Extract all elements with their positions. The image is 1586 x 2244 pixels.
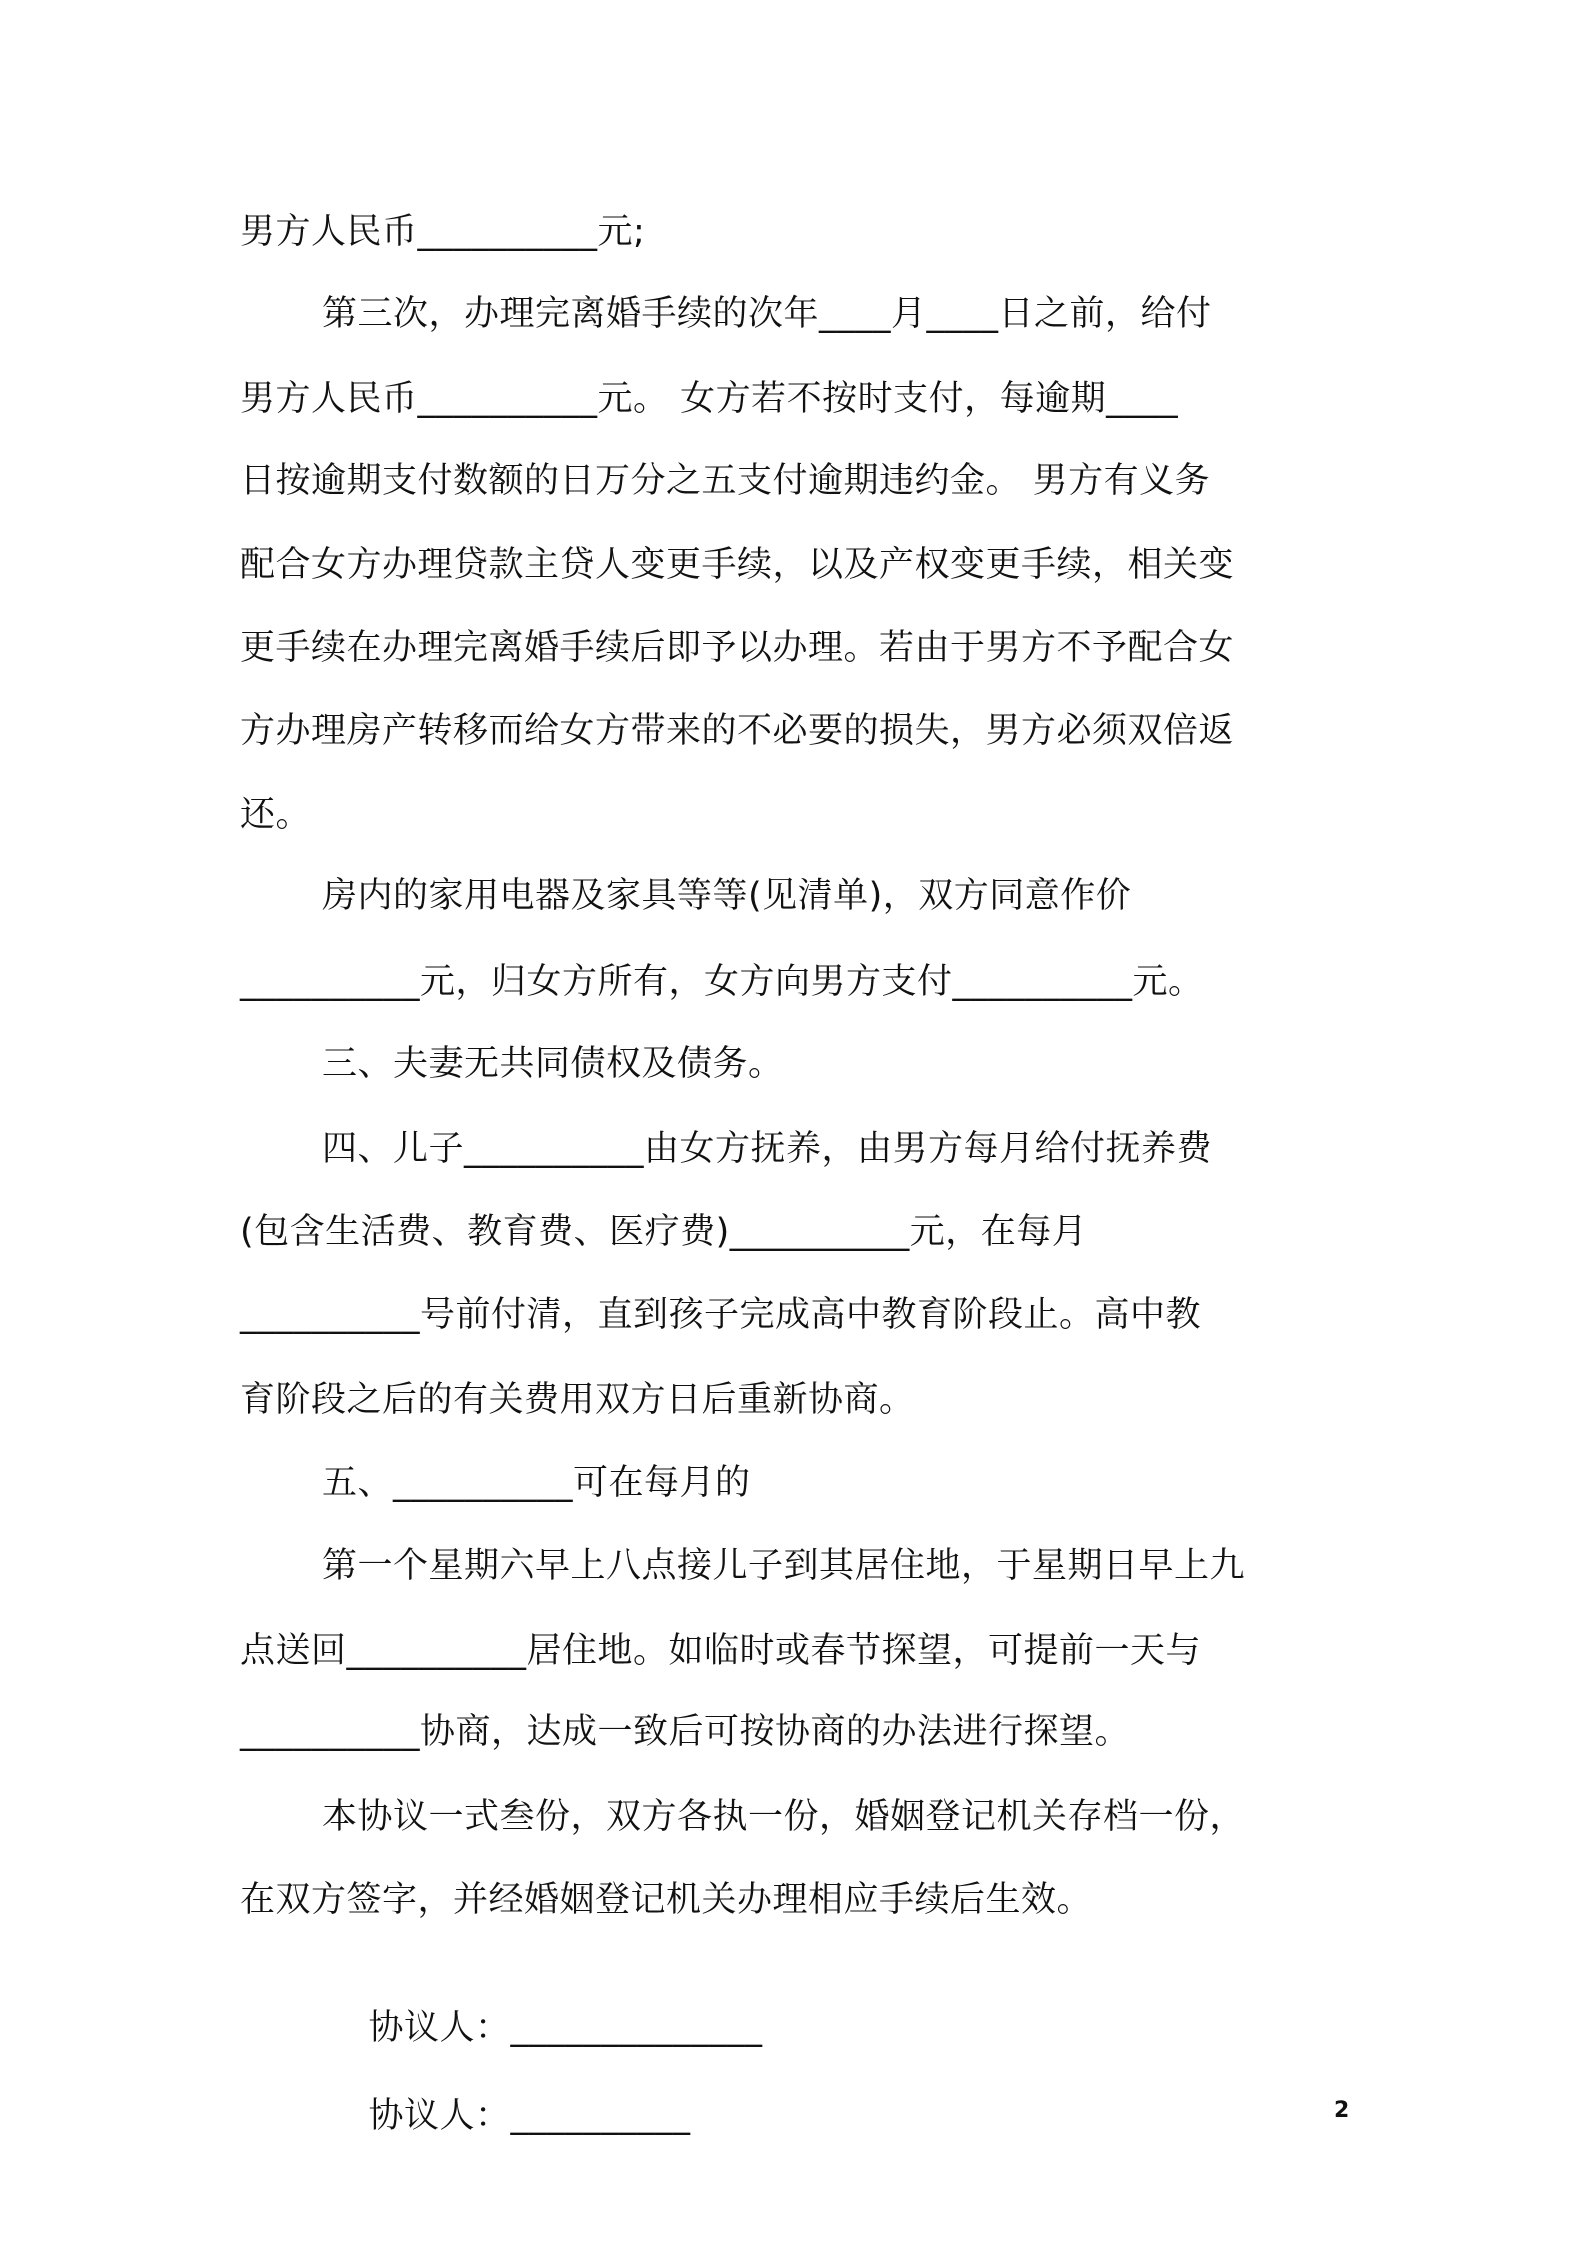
- text-line: 更手续在办理完离婚手续后即予以办理。若由于男方不予配合女: [240, 628, 1235, 668]
- text-line: 方办理房产转移而给女方带来的不必要的损失，男方必须双倍返: [240, 711, 1235, 751]
- text-line: 第三次，办理完离婚手续的次年____月____日之前，给付: [322, 294, 1212, 334]
- text-line: 育阶段之后的有关费用双方日后重新协商。: [240, 1380, 915, 1420]
- signature-right: 协议人：__________: [368, 2096, 691, 2136]
- text-line: 五、__________可在每月的: [322, 1463, 751, 1503]
- text-line: 还。: [240, 795, 312, 835]
- text-line: 在双方签字，并经婚姻登记机关办理相应手续后生效。: [240, 1880, 1093, 1920]
- text-line: __________号前付清，直到孩子完成高中教育阶段止。高中教: [240, 1295, 1202, 1335]
- text-line: 配合女方办理贷款主贷人变更手续，以及产权变更手续，相关变: [240, 545, 1235, 585]
- signature-line: [322, 1962, 763, 2182]
- page-number: 2: [1334, 2098, 1350, 2123]
- text-line: 本协议一式叁份，双方各执一份，婚姻登记机关存档一份，: [322, 1797, 1246, 1837]
- text-line: 男方人民币__________元;: [240, 212, 646, 252]
- signature-left: 协议人：______________: [368, 2008, 763, 2048]
- text-line: 点送回__________居住地。如临时或春节探望，可提前一天与: [240, 1631, 1202, 1671]
- text-line: __________元，归女方所有，女方向男方支付__________元。: [240, 962, 1204, 1002]
- text-line: 男方人民币__________元。 女方若不按时支付，每逾期____: [240, 379, 1179, 419]
- text-line: 三、夫妻无共同债权及债务。: [322, 1044, 784, 1084]
- text-line: 房内的家用电器及家具等等(见清单)，双方同意作价: [322, 876, 1132, 916]
- text-line: (包含生活费、教育费、医疗费)__________元，在每月: [240, 1212, 1088, 1252]
- text-line: __________协商，达成一致后可按协商的办法进行探望。: [240, 1712, 1131, 1752]
- text-line: 四、儿子__________由女方抚养，由男方每月给付抚养费: [322, 1129, 1213, 1169]
- text-line: 日按逾期支付数额的日万分之五支付逾期违约金。 男方有义务: [240, 461, 1211, 501]
- text-line: 第一个星期六早上八点接儿子到其居住地，于星期日早上九: [322, 1546, 1246, 1586]
